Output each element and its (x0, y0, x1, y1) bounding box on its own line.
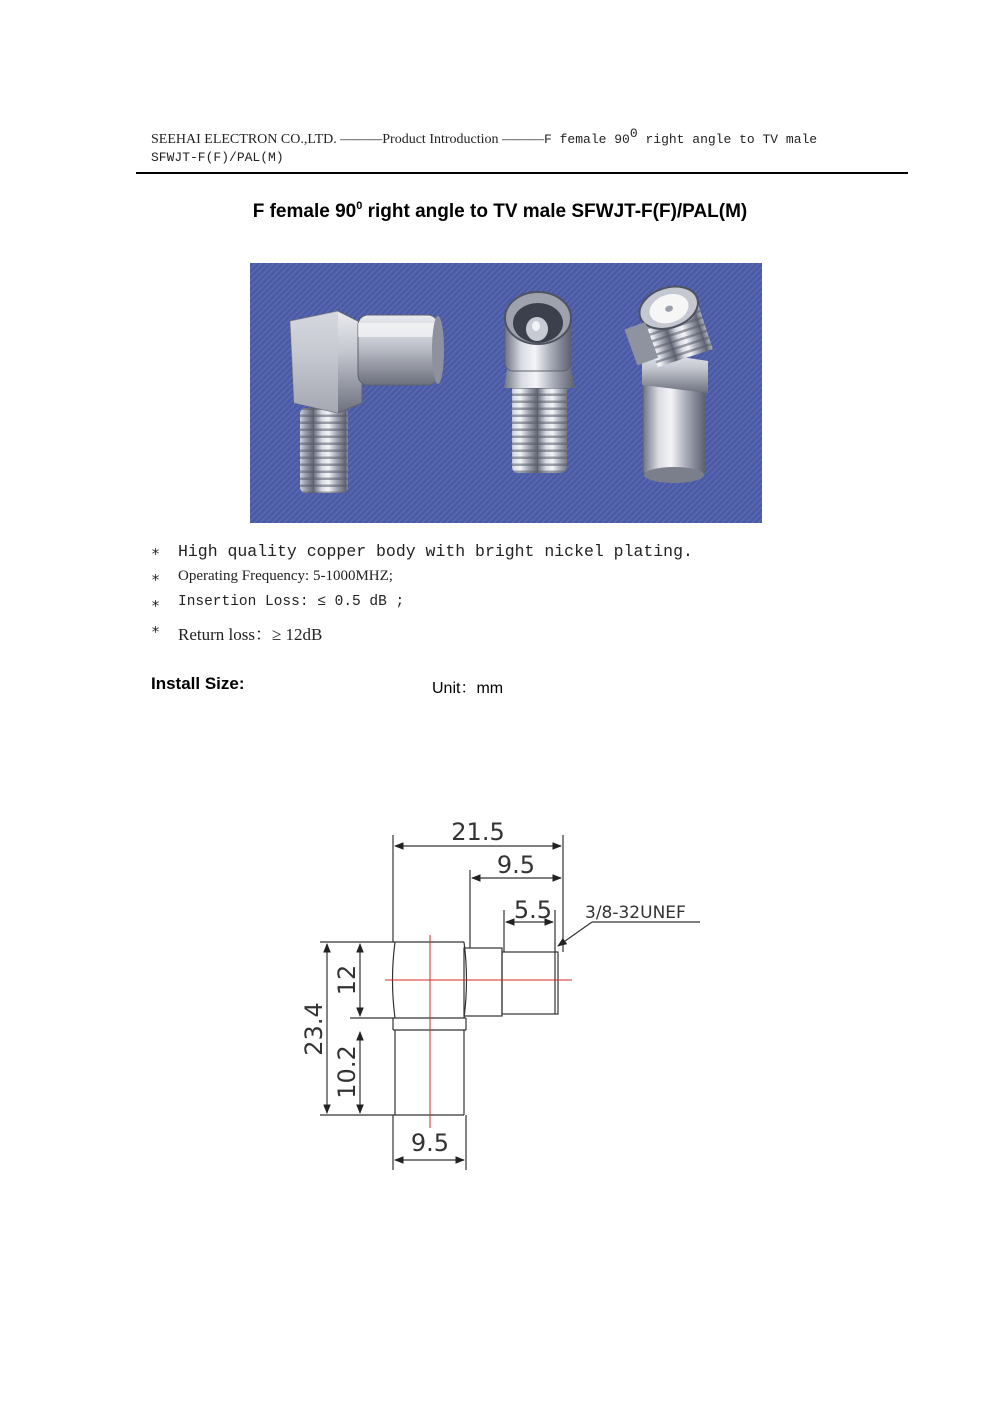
dim-right-width: 9.5 (496, 851, 536, 879)
header-separator-2: ——— (502, 132, 545, 147)
unit-label: Unit：mm (432, 680, 504, 697)
install-size-label: Install Size: (151, 674, 245, 693)
header-model: SFWJT-F(F)/PAL(M) (151, 150, 284, 165)
header-rule (136, 172, 908, 174)
header-product-pre: F female 90 (544, 132, 630, 147)
page-title (0, 200, 1000, 223)
header-product-post: right angle to TV male (637, 132, 818, 147)
feature-text: Operating Frequency: 5-1000MHZ; (178, 568, 393, 584)
feature-item (151, 620, 851, 646)
header-product-sup: 0 (629, 126, 638, 141)
bullet-star: ∗ (151, 568, 161, 586)
feature-item (151, 568, 851, 594)
thread-spec: 3/8-32UNEF (585, 903, 686, 923)
title-pre: F female 90 (252, 201, 357, 222)
dim-total-height: 23.4 (300, 1002, 328, 1056)
bullet-star: ∗ (151, 542, 161, 560)
feature-text: Return loss：≥ 12dB (178, 625, 323, 644)
dim-thread-width: 5.5 (513, 896, 553, 924)
dim-total-width: 21.5 (451, 818, 505, 846)
product-photo (250, 263, 762, 523)
feature-item (151, 542, 851, 568)
install-drawing (290, 810, 730, 1180)
feature-text: High quality copper body with bright nickel plating. (178, 542, 693, 561)
feature-list (151, 542, 851, 646)
dim-lower-height: 10.2 (333, 1045, 361, 1099)
feature-text: Insertion Loss: ≤ 0.5 dB ; (178, 594, 405, 610)
header-company: SEEHAI ELECTRON CO.,LTD. (151, 132, 337, 147)
feature-item (151, 594, 851, 620)
title-sup: 0 (356, 200, 363, 212)
bullet-star: ∗ (151, 594, 161, 612)
header-separator: ——— (340, 132, 383, 147)
dim-bottom-width: 9.5 (410, 1129, 450, 1157)
connector-middle (504, 292, 575, 473)
page-header (151, 124, 911, 150)
title-post: right angle to TV male SFWJT-F(F)/PAL(M) (362, 201, 748, 222)
header-section: Product Introduction (382, 132, 499, 147)
dim-upper-height: 12 (333, 964, 361, 996)
bullet-star: ∗ (151, 620, 161, 638)
